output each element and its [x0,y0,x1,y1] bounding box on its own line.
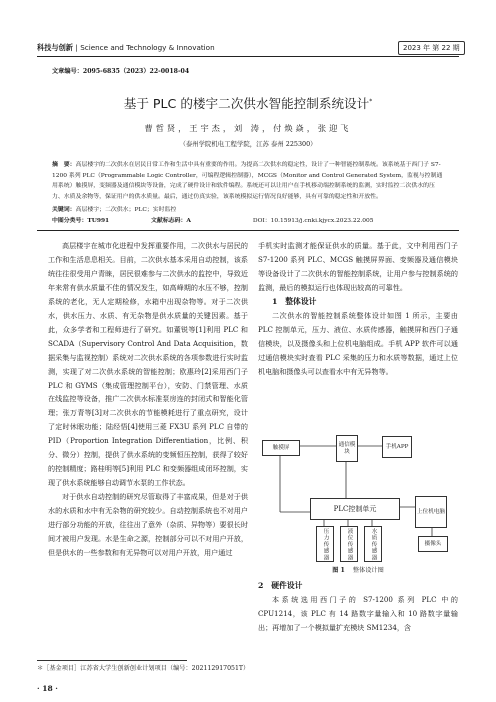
paper-title [0,93,496,112]
keywords-label: 关键词： [52,206,76,213]
pressure-sensor-box: 压力传感器 [316,526,334,562]
title-footnote-mark: * [369,97,373,105]
section-heading-2: 2 硬件设计 [258,581,303,590]
abstract-text: 高层楼宇的二次供水在居民日常工作和生活中具有重要的作用。为提高二次供水的稳定性，设计了一种智能控制系统。该系统基于西门子 S7-1200 系列 PLC（Programmable Logic Controller，可编程逻辑控制器），MCGS（Monitor and Control Generated System，监视与控制通用系统）触摸屏，变频器及通信模块等设备，完成了硬件设计和软件编程。系统还可以让用户在手机移动端控制系统的监测，实时监控二次供水的压力、水质及余物等，保证用户的供水质量。最后，通过仿真实验，该系统模拟运行情况良好能够，具有可靠的稳定性和开放性。 [52,162,443,200]
caption-text: 整体设计图 [352,567,384,574]
keywords [52,205,446,216]
article-number: 文章编号：2095-6835（2023）22-0018-04 [52,68,190,75]
title-text: 基于 PLC 的楼宇二次供水智能控制系统设计 [123,96,370,111]
header-rule [37,56,459,57]
camera-box: 摄像头 [418,536,448,552]
left-column [48,239,248,560]
journal-name: 科技与创新 | Science and Technology & Innovation [37,43,215,52]
abstract-rule [37,230,459,231]
authors: 曹哲贤，王宇杰，刘 涛，付焕焱，张迎飞 [144,123,352,133]
clc-number: 中图分类号：TU991 [52,217,110,224]
phone-app-box: 手机APP [382,436,412,458]
doi: DOI：10.15913/j.cnki.kjycx.2023.22.005 [252,218,374,224]
comm-module-box: 通信模块 [336,435,358,462]
right-paragraph-1: 手机实时监测才能保证供水的质量。基于此，文中利用西门子 S7-1200 系列 PLC、MCGS 触摸屏界面、变频器及通信模块等设备设计了二次供水的智能控制系统，让用户参与控制系统的监测，最后的模拟运行也体现出较高的可靠性。 [258,241,458,292]
funding-footnote: ＊［基金项目］江苏省大学生创新创业计划项目（编号：202112917051T） [37,665,250,672]
pc-box: 上位机电脑 [415,496,447,528]
journal-en: Science and Technology & Innovation [80,43,215,52]
doc-code: 文献标志码：A [151,217,191,224]
footnote-rule [37,660,187,661]
issue-badge: 2023 年 第 22 期 [398,41,465,55]
journal-cn: 科技与创新 [37,43,73,52]
right-column-lower [258,579,458,635]
page-number: · 18 · [37,684,58,693]
section-heading-1: 1 整体设计 [272,296,317,306]
keywords-text: 高层楼宇；二次供水；PLC；实时监控 [75,207,177,213]
figure-1 [258,432,458,562]
meta-line [52,216,446,227]
abstract [52,160,446,202]
level-sensor-box: 液位传感器 [340,526,358,562]
intro-paragraph-2: 对于供水自动控制的研究尽管取得了丰富成果，但是对于供水的水质和水中有无杂物的研究较少。自动控制系统也不对用户进行部分功能的开放，往往出了意外（杂质、异物等）要很长时间才被用户发现。水是生命之源，控制部分可以不对用户开放，但是供水的一些参数和有无异物可以对用户开放，用户通过 [48,492,248,557]
right-paragraph-2: 二次供水的智能控制系统整体设计如图 1 所示，主要由 PLC 控制单元，压力、液位、水质传感器，触摸屏和西门子通信模块，以及摄像头和上位机电脑组成。手机 APP 软件可以通过通信模块实时查看 PLC 采集的压力和水质等数据，通过上位机电脑和摄像头可以查看水中有无异物等。 [258,310,458,376]
intro-paragraph-1: 高层楼宇在城市化进程中发挥重要作用，二次供水与居民的工作和生活息息相关。目前，二次供水基本采用自动控制，该系统往往很受用户青睐，居民很难参与二次供水的监控中，导致近年来常有供水质量不佳的情况发生，如高峰期的水压不够，控制系统的老化，无人定期检修，水箱中出现杂物等。对于二次供水，供水压力、水质、有无杂物是供水质量的关键因素。基于此，众多学者和工程师进行了研究。如董锐等[1]利用 PLC 和 SCADA（Supervisory Control And Data Acquisition，数据采集与监视控制）系统对二次供水系统的各项参数进行实时监测，实现了对二次供水系统的智能控制；欧惠玲[2]采用西门子 PLC 和 GYMS（集成管理控制平台），安防、门禁管理、水质在线监控等设备，推广二次供水标准泵房连的封闭式和智能化管理；张万青等[3]对二次供水的节能模耗进行了重点研究，设计了定时休眠功能；陆经悟[4]使用三菱 FX3U 系列 PLC 自带的 PID（Proportion Integration Differentiation，比例、积分、微分）控制，提供了供水系统的变频恒压控制，获得了较好的控制精度；路桂明等[5]利用 PLC 和变频器组成闭环控制，实现了供水系统能够自动调节水泵的工作状态。 [48,241,248,488]
abstract-label: 摘 要： [52,161,76,168]
caption-number: 图 1 [332,567,345,574]
affiliation: （泰州学院机电工程学院，江苏 泰州 225300） [179,140,317,148]
right-paragraph-3: 本系统选用西门子的 S7-1200 系列 PLC 中的 CPU1214，该 PLC 有 14 路数字量输入和 10 路数字量输出；再增加了一个模拟量扩充模块 SM1234，含 [258,594,458,632]
touchscreen-box: 触摸屏 [262,440,300,456]
quality-sensor-box: 水质传感器 [364,526,382,562]
figure-caption [258,565,458,574]
plc-control-box: PLC控制单元 [310,498,400,520]
right-column [258,239,458,379]
